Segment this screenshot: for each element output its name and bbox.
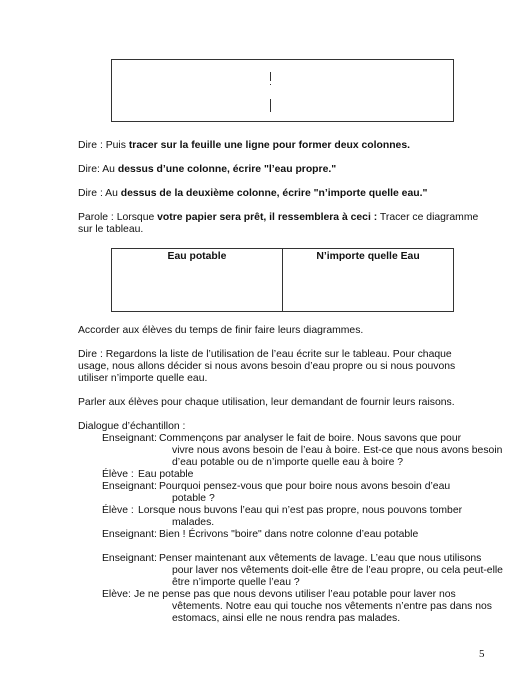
speaker-label: Elève: <box>102 589 131 600</box>
speaker-label: Enseignant: <box>102 481 157 492</box>
dashed-divider-segment <box>270 72 271 81</box>
instruction-paragraph: Dire : Au dessus de la deuxième colonne, écrire "n’importe quelle eau." <box>78 188 428 199</box>
instruction-paragraph: Accorder aux élèves du temps de finir faire leurs diagrammes. <box>78 325 364 336</box>
blank-diagram-box <box>111 59 454 122</box>
dashed-divider-segment <box>270 84 271 85</box>
instruction-paragraph: Dire: Au dessus d’une colonne, écrire "l’eau propre." <box>78 164 337 175</box>
water-diagram-table <box>111 248 454 312</box>
instruction-paragraph: Dire : Regardons la liste de l’utilisation de l’eau écrite sur le tableau. Pour chaque usage, nous allons décider si nous avons besoin d’eau propre ou si nous pouvons utiliser n’importe quelle eau. <box>78 349 456 384</box>
column-header-any-water: N’importe quelle Eau <box>316 251 420 262</box>
instruction-paragraph: Parole : Lorsque votre papier sera prêt, il ressemblera à ceci : Tracer ce diagramme sur le tableau. <box>78 212 479 235</box>
speaker-label: Élève : <box>102 505 134 516</box>
dialogue-heading: Dialogue d’échantillon : <box>78 421 186 432</box>
speaker-label: Enseignant: <box>102 553 157 564</box>
speaker-label: Élève : <box>102 469 134 480</box>
dashed-divider-segment <box>270 99 271 112</box>
speaker-label: Enseignant: <box>102 433 157 444</box>
speaker-label: Enseignant: <box>102 529 157 540</box>
column-header-potable: Eau potable <box>112 249 283 311</box>
page-number: 5 <box>479 648 485 660</box>
instruction-paragraph: Parler aux élèves pour chaque utilisation, leur demandant de fournir leurs raisons. <box>78 397 455 408</box>
instruction-paragraph: Dire : Puis tracer sur la feuille une ligne pour former deux colonnes. <box>78 140 411 151</box>
